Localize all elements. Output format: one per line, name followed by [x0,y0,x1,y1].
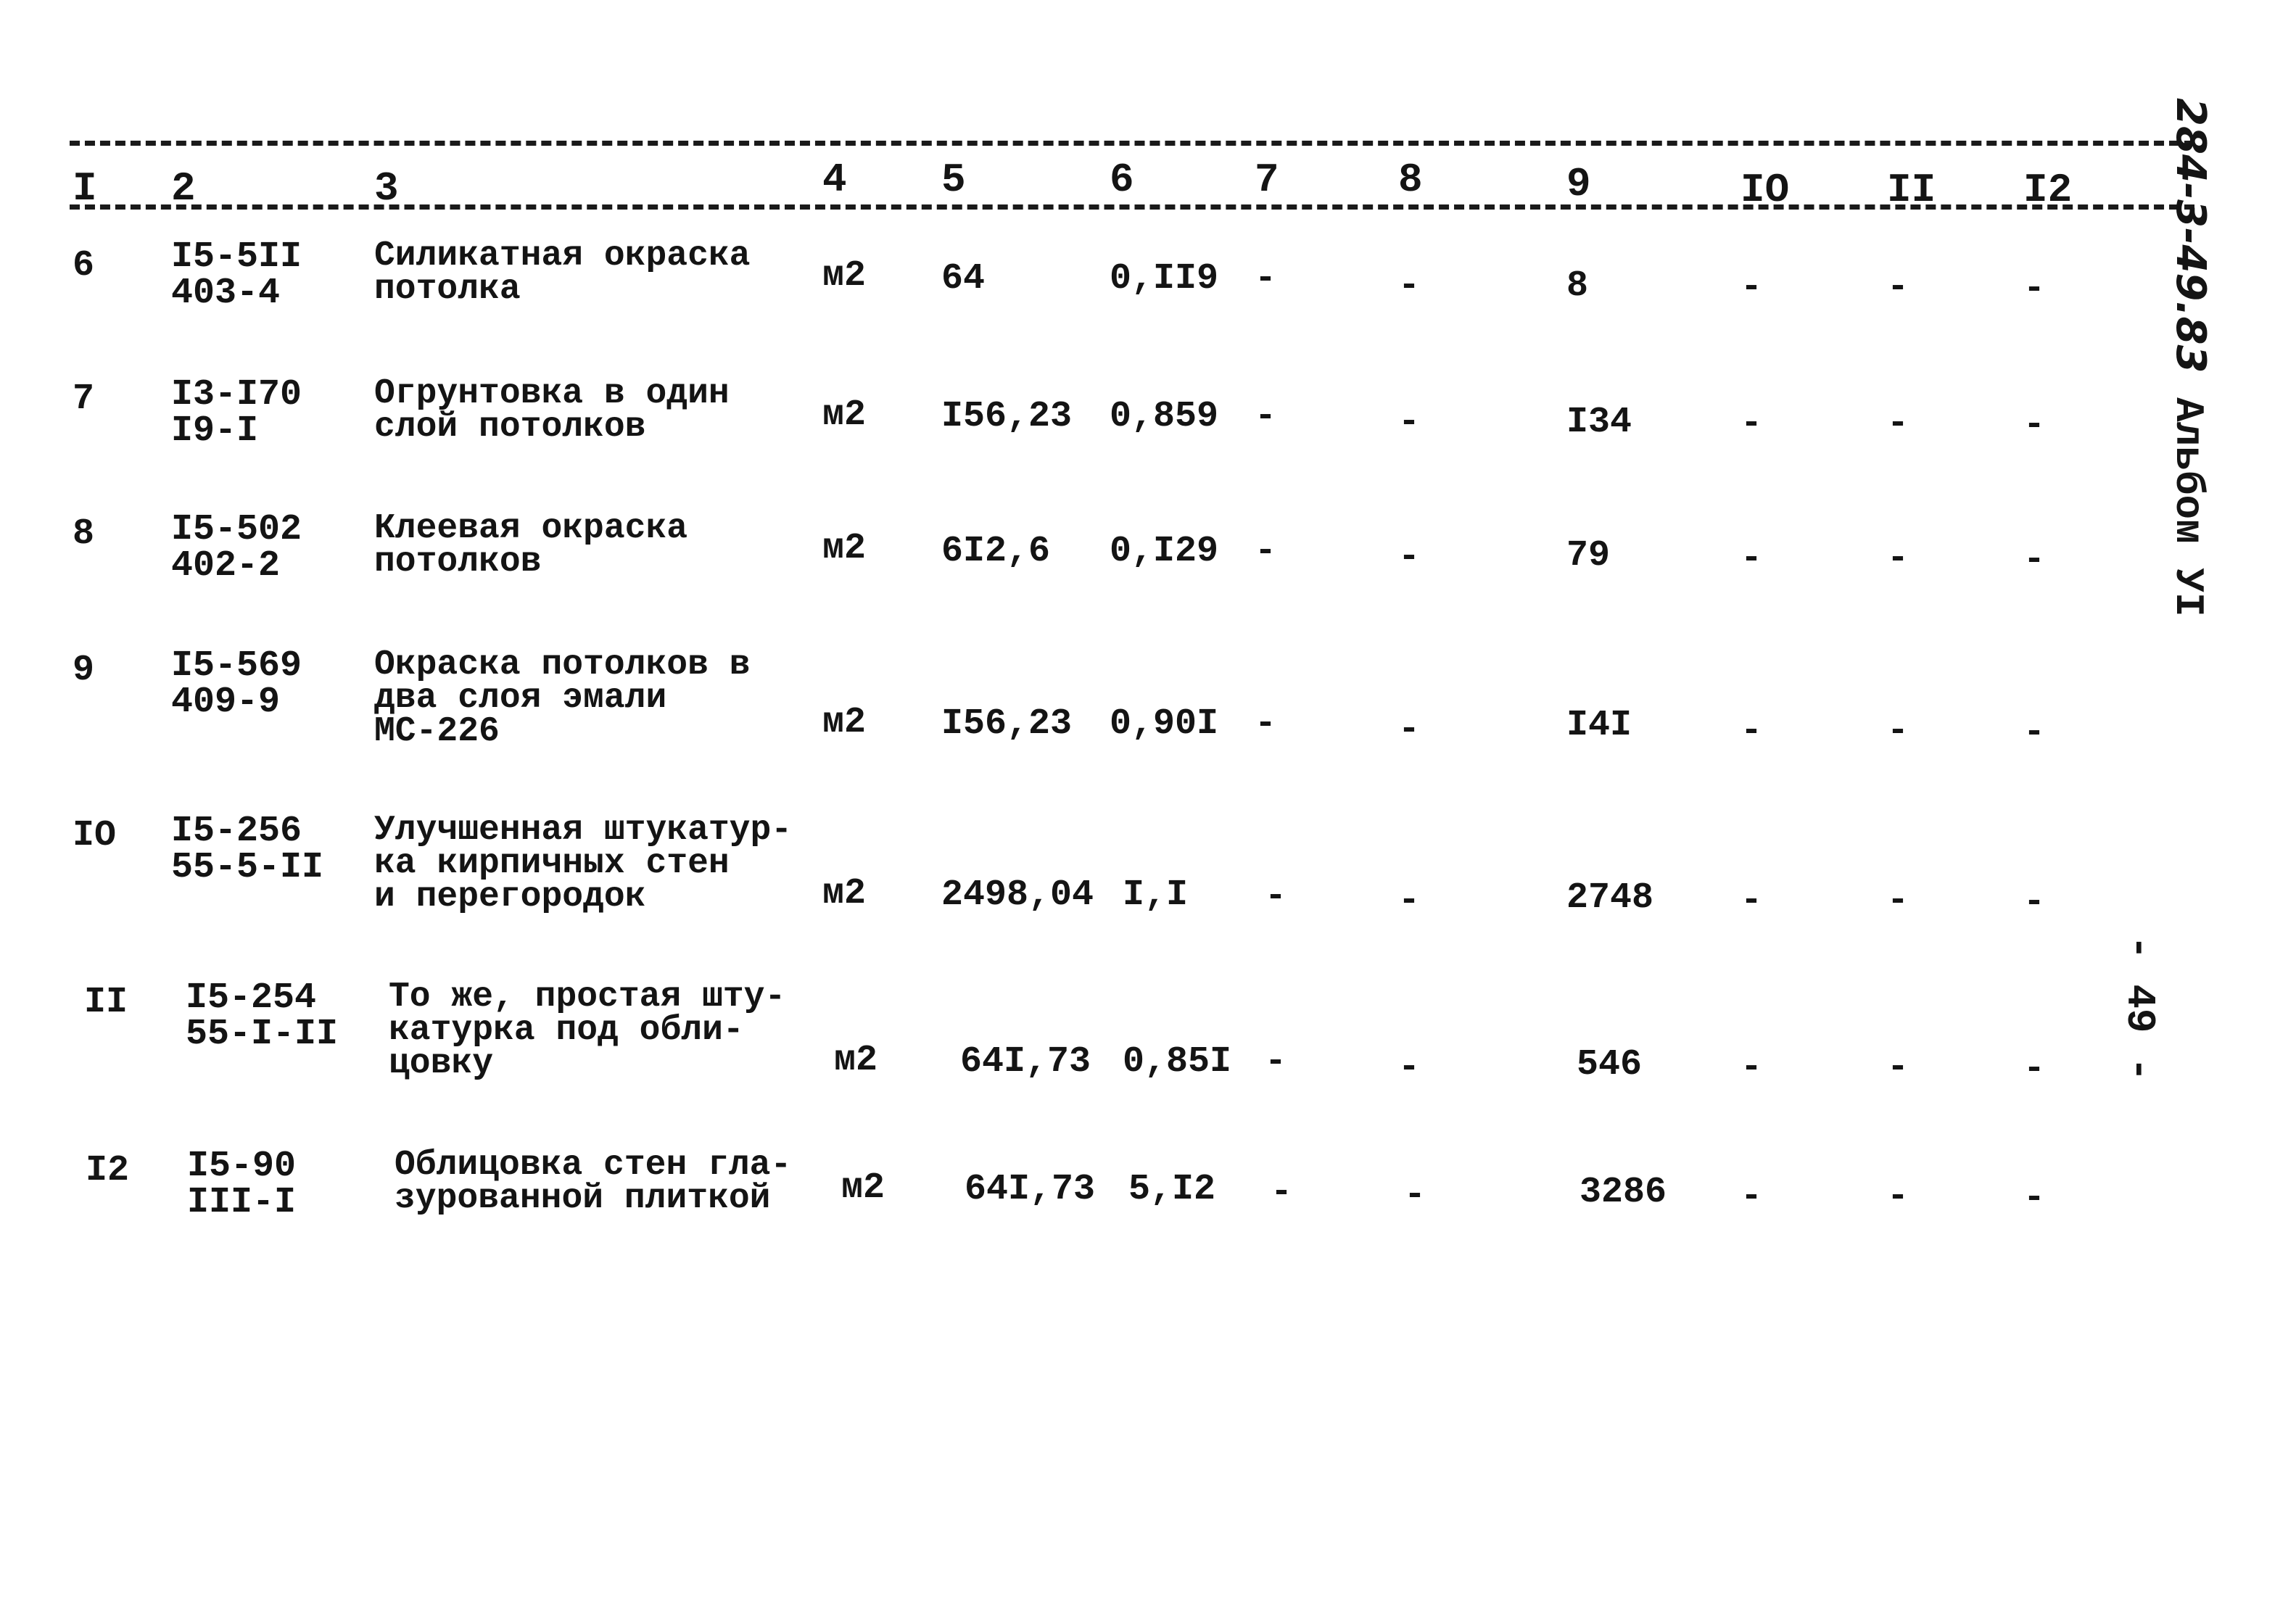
header-col-12: I2 [2023,167,2073,213]
quantity: I56,23 [941,396,1073,437]
col10-value: - [1740,538,1763,579]
col12-value: - [2023,712,2046,753]
col8-value: - [1398,402,1421,443]
norm-value: 0,85I [1123,1041,1232,1083]
work-description: Клеевая окраска потолков [374,509,688,582]
total-value: I34 [1566,402,1632,443]
col7-value: - [1255,703,1277,745]
quantity: I56,23 [941,703,1073,745]
col10-value: - [1740,1176,1763,1217]
col11-value: - [1887,267,1909,308]
norm-value: 5,I2 [1128,1169,1216,1210]
col10-value: - [1740,1047,1763,1088]
header-col-7: 7 [1255,157,1279,203]
col7-value: - [1265,876,1287,917]
norm-value: 0,859 [1110,396,1219,437]
work-description: Облицовка стен гла- зурованной плиткой [395,1146,792,1218]
header-col-1: I [73,165,97,212]
col7-value: - [1255,258,1277,299]
rate-code: I5-256 55-5-II [171,811,324,888]
col7-value: - [1271,1172,1293,1213]
col10-value: - [1740,267,1763,308]
col10-value: - [1740,711,1763,752]
norm-value: 0,II9 [1110,258,1219,299]
rate-code: I5-5II 403-4 [171,236,302,314]
quantity: 6I2,6 [941,531,1051,572]
total-value: 3286 [1579,1172,1667,1213]
unit-of-measure: м2 [822,702,867,743]
unit-of-measure: м2 [822,528,867,569]
rate-code: I5-254 55-I-II [186,977,339,1055]
unit-of-measure: м2 [822,873,867,914]
col11-value: - [1887,880,1909,922]
rate-code: I5-569 409-9 [171,645,302,723]
total-value: 2748 [1566,877,1654,919]
column-number-header [0,152,2219,213]
col12-value: - [2023,882,2046,923]
col8-value: - [1404,1175,1426,1216]
unit-of-measure: м2 [841,1167,885,1209]
col12-value: - [2023,1178,2046,1219]
quantity: 2498,04 [941,874,1094,916]
header-col-6: 6 [1110,157,1134,203]
work-description: Огрунтовка в один слой потолков [374,374,730,447]
album-label: Альбом УI [2165,397,2211,617]
header-col-5: 5 [941,157,966,203]
norm-value: 0,I29 [1110,531,1219,572]
col12-value: - [2023,539,2046,581]
header-col-3: 3 [374,165,399,212]
header-col-9: 9 [1566,161,1591,207]
document-margin-label [2166,98,2212,617]
col8-value: - [1398,880,1421,922]
header-col-2: 2 [171,165,196,212]
page-number: - 49 - [2116,935,2163,1082]
norm-value: 0,90I [1110,703,1219,745]
header-col-8: 8 [1398,157,1423,203]
col8-value: - [1398,265,1421,307]
col10-value: - [1740,880,1763,922]
row-number: IO [73,815,117,856]
rate-code: I3-I70 I9-I [171,374,302,452]
col7-value: - [1255,396,1277,437]
total-value: I4I [1566,705,1632,746]
rate-code: I5-502 402-2 [171,509,302,587]
top-dashed-rule [70,141,2194,146]
col8-value: - [1398,709,1421,750]
row-number: 8 [73,513,95,555]
total-value: 8 [1566,265,1589,307]
col11-value: - [1887,403,1909,444]
col11-value: - [1887,1176,1909,1217]
quantity: 64I,73 [965,1169,1096,1210]
document-code: 284-3-49.83 [2167,98,2214,373]
work-description: То же, простая шту- катурка под обли- цовку [389,977,786,1083]
col8-value: - [1398,1047,1421,1088]
row-number: 7 [73,378,95,420]
unit-of-measure: м2 [834,1040,878,1081]
work-description: Окраска потолков в два слоя эмали МС-226 [374,645,751,751]
row-number: 6 [73,245,95,286]
quantity: 64 [941,258,986,299]
col11-value: - [1887,1047,1909,1088]
col10-value: - [1740,403,1763,444]
work-description: Силикатная окраска потолка [374,236,751,309]
col12-value: - [2023,405,2046,446]
norm-value: I,I [1123,874,1189,916]
header-dashed-rule [70,204,2194,210]
col12-value: - [2023,268,2046,310]
col7-value: - [1255,531,1277,572]
header-col-4: 4 [822,157,847,203]
header-col-11: II [1887,167,1936,213]
row-number: II [84,982,128,1023]
col11-value: - [1887,711,1909,752]
rate-code: I5-90 III-I [187,1146,297,1223]
total-value: 79 [1566,535,1611,576]
quantity: 64I,73 [960,1041,1091,1083]
col11-value: - [1887,538,1909,579]
total-value: 546 [1577,1044,1643,1085]
col7-value: - [1265,1041,1287,1083]
work-description: Улучшенная штукатур- ка кирпичных стен и перегородок [374,811,793,917]
col12-value: - [2023,1048,2046,1090]
unit-of-measure: м2 [822,255,867,297]
row-number: 9 [73,650,95,691]
unit-of-measure: м2 [822,394,867,436]
header-col-10: IO [1740,167,1790,213]
row-number: I2 [86,1150,130,1191]
col8-value: - [1398,537,1421,578]
